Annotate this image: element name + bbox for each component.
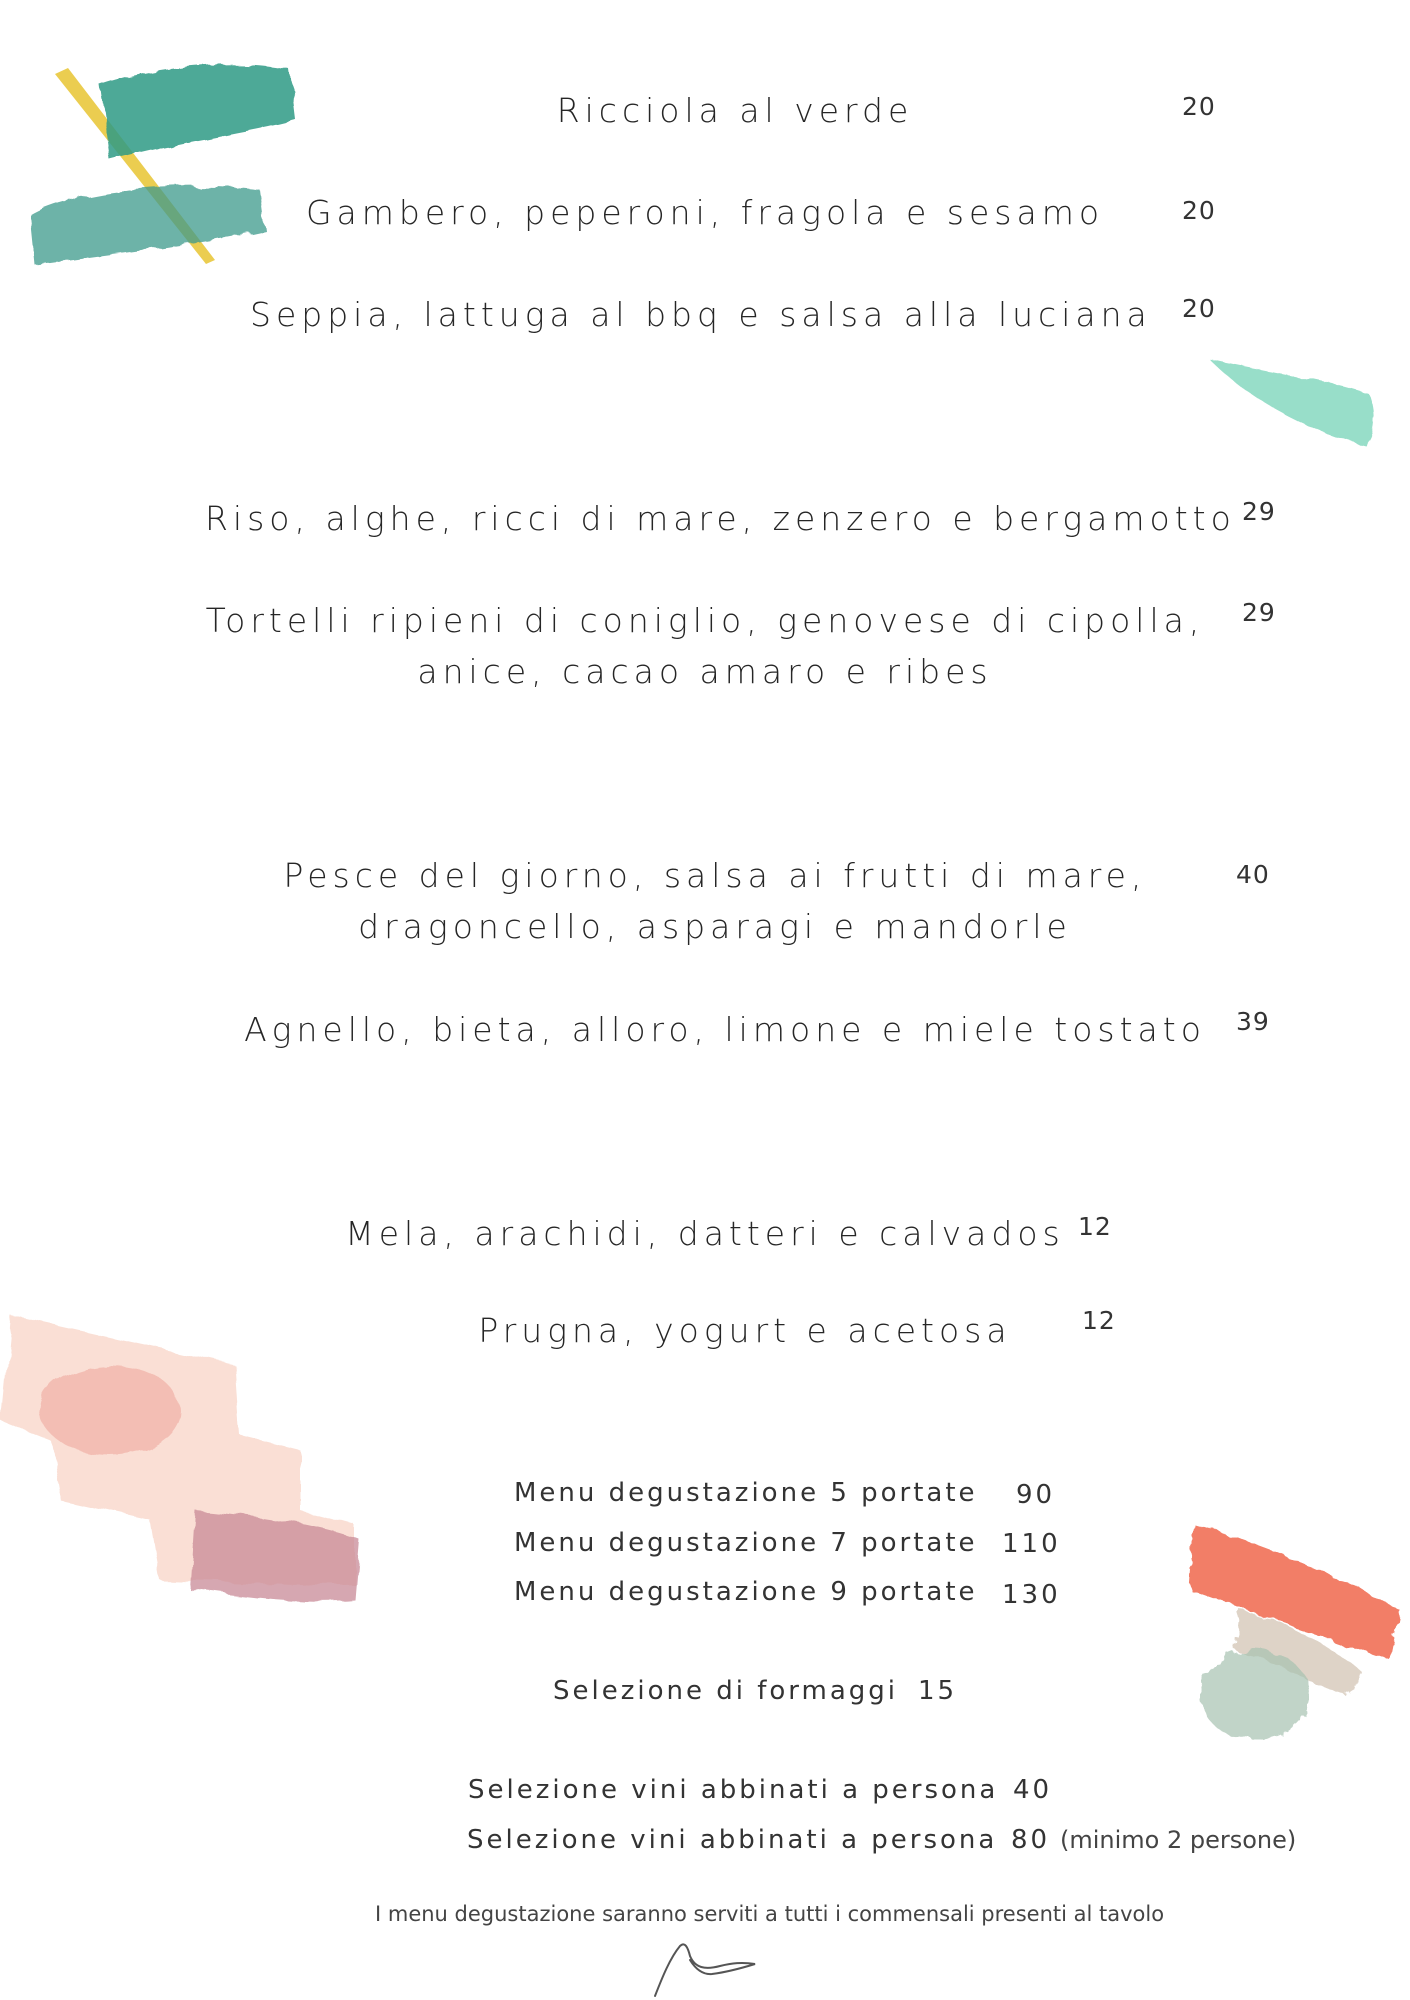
tasting-menu-price: 90 [1016, 1480, 1056, 1510]
dish-price: 20 [1182, 196, 1216, 225]
dish-name: Pesce del giorno, salsa ai frutti di mare, [283, 856, 1147, 895]
dish-price: 20 [1182, 92, 1216, 121]
dish-price: 29 [1242, 598, 1276, 627]
dish-price: 12 [1078, 1212, 1112, 1241]
dish-price: 39 [1236, 1007, 1270, 1036]
dish-name: Tortelli ripieni di coniglio, genovese di cipolla, [205, 601, 1205, 640]
footer-note: I menu degustazione saranno serviti a tutti i commensali presenti al tavolo [375, 1902, 1165, 1926]
cheese-price: 15 [918, 1676, 958, 1706]
cheese-label: Selezione di formaggi [553, 1676, 899, 1706]
watercolor-mint-brush-icon [1205, 355, 1385, 455]
dish-name: Mela, arachidi, datteri e calvados [345, 1214, 1065, 1253]
dish-price: 29 [1242, 497, 1276, 526]
wine-pairing-price: 80 [1011, 1825, 1051, 1855]
dish-name: Agnello, bieta, alloro, limone e miele tostato [244, 1010, 1206, 1049]
wine-pairing-label: Selezione vini abbinati a persona [467, 1825, 998, 1855]
watercolor-peach-brush-icon [0, 1310, 370, 1630]
wine-pairing-price: 40 [1013, 1775, 1053, 1805]
tasting-menu-price: 130 [1002, 1580, 1061, 1610]
tasting-menu-label: Menu degustazione 5 portate [514, 1478, 978, 1508]
watercolor-teal-brush-icon [10, 50, 310, 270]
dish-name: Gambero, peperoni, fragola e sesamo [305, 193, 1105, 232]
dish-price: 12 [1082, 1306, 1116, 1335]
dish-price: 20 [1182, 294, 1216, 323]
watercolor-coral-brush-icon [1170, 1520, 1410, 1770]
dish-name: Riso, alghe, ricci di mare, zenzero e bergamotto [205, 499, 1236, 538]
tasting-menu-label: Menu degustazione 7 portate [514, 1528, 978, 1558]
dish-name: Ricciola al verde [556, 91, 914, 130]
wine-pairing-note: (minimo 2 persone) [1060, 1826, 1297, 1854]
dish-price: 40 [1236, 860, 1270, 889]
dish-name: Seppia, lattuga al bbq e salsa alla luciana [250, 295, 1152, 334]
tasting-menu-price: 110 [1002, 1529, 1061, 1559]
dish-name-line2: anice, cacao amaro e ribes [417, 652, 993, 691]
wine-pairing-label: Selezione vini abbinati a persona [468, 1775, 999, 1805]
dish-name-line2: dragoncello, asparagi e mandorle [358, 907, 1072, 946]
tasting-menu-label: Menu degustazione 9 portate [514, 1577, 978, 1607]
signature-logo-icon [650, 1938, 760, 2000]
dish-name: Prugna, yogurt e acetosa [478, 1311, 1012, 1350]
